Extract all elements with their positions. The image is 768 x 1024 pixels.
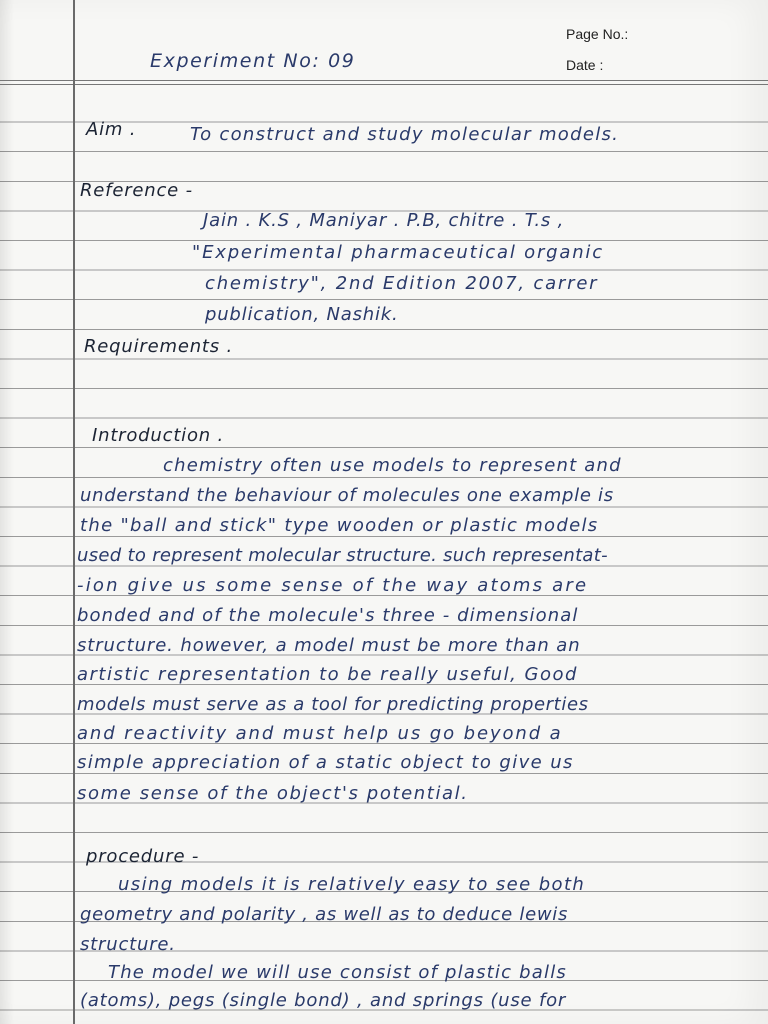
intro-line-6: bonded and of the molecule's three - dimensional: [77, 605, 579, 626]
intro-line-3: the "ball and stick" type wooden or plastic models: [80, 515, 599, 536]
procedure-line-2: geometry and polarity , as well as to deduce lewis: [80, 904, 569, 925]
margin-line: [73, 0, 75, 1024]
aim-label: Aim .: [86, 119, 137, 140]
reference-label: Reference -: [80, 180, 193, 201]
intro-line-2: understand the behaviour of molecules one example is: [80, 485, 614, 506]
introduction-label: Introduction .: [92, 425, 225, 446]
procedure-label: procedure -: [86, 846, 200, 867]
page-no-label: Page No.:: [566, 26, 629, 42]
intro-line-1: chemistry often use models to represent and: [163, 455, 622, 476]
intro-line-9: models must serve as a tool for predicting properties: [77, 694, 589, 715]
header-rule-top: [0, 80, 768, 81]
reference-line-4: publication, Nashik.: [205, 304, 399, 325]
reference-line-3: chemistry", 2nd Edition 2007, carrer: [205, 273, 599, 294]
header-rule-bottom: [0, 84, 768, 85]
requirements-label: Requirements .: [84, 336, 233, 357]
intro-line-10: and reactivity and must help us go beyond a: [77, 723, 563, 744]
intro-line-5: -ion give us some sense of the way atoms are: [77, 575, 589, 596]
aim-text: To construct and study molecular models.: [190, 124, 620, 145]
date-label: Date :: [566, 57, 604, 73]
procedure-line-4: The model we will use consist of plastic balls: [108, 962, 567, 983]
reference-line-2: "Experimental pharmaceutical organic: [192, 242, 604, 263]
intro-line-4: used to represent molecular structure. such representat-: [77, 545, 608, 566]
reference-line-1: Jain . K.S , Maniyar . P.B, chitre . T.s ,: [203, 210, 565, 231]
intro-line-11: simple appreciation of a static object to give us: [77, 752, 574, 773]
experiment-title: Experiment No: 09: [150, 50, 356, 72]
procedure-line-5: (atoms), pegs (single bond) , and springs (use for: [80, 990, 567, 1011]
intro-line-8: artistic representation to be really useful, Good: [77, 664, 578, 685]
intro-line-12: some sense of the object's potential.: [77, 783, 469, 804]
page-edge-shadow: [0, 0, 14, 1024]
intro-line-7: structure. however, a model must be more than an: [77, 635, 581, 656]
procedure-line-3: structure.: [80, 934, 176, 955]
procedure-line-1: using models it is relatively easy to see both: [118, 874, 586, 895]
